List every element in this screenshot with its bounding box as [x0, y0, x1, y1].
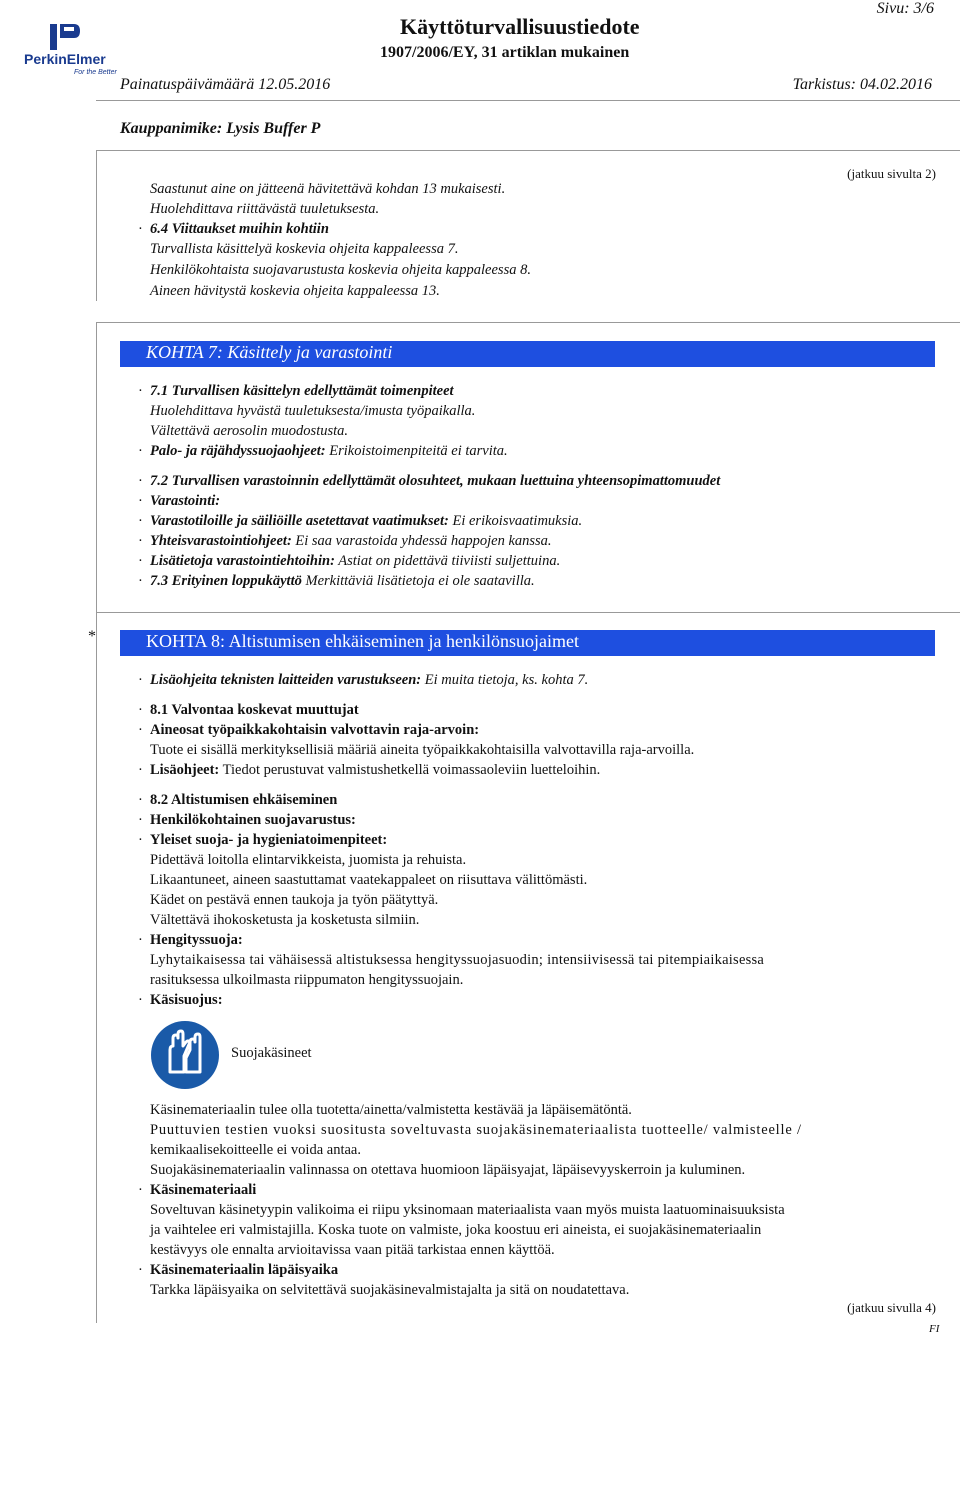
trade-name: Kauppanimike: Lysis Buffer P	[120, 120, 321, 137]
perkinelmer-logo	[22, 20, 132, 76]
document-subtitle: 1907/2006/EY, 31 artiklan mukainen	[380, 44, 630, 61]
technical-equipment: Lisäohjeita teknisten laitteiden varustukseen: Ei muita tietoja, ks. kohta 7.	[150, 672, 589, 688]
subsection-heading: 6.4 Viittaukset muihin kohtiin	[150, 221, 329, 237]
text-line: Puuttuvien testien vuoksi suositusta soveltuvasta suojakäsinemateriaalista tuotteelle/ valmisteelle /	[150, 1122, 802, 1138]
specific-end-use: 7.3 Erityinen loppukäyttö Merkittäviä lisätietoja ei ole saatavilla.	[150, 573, 535, 589]
text-line: Lyhytaikaisessa tai vähäisessä altistuksessa hengityssuojasuodin; intensiivisessä tai pitempiaikaisessa	[150, 952, 765, 968]
revision-marker: *	[88, 628, 96, 645]
joint-storage: Yhteisvarastointiohjeet: Ei saa varastoida yhdessä happojen kanssa.	[150, 533, 552, 549]
document-title: Käyttöturvallisuustiedote	[400, 14, 640, 39]
section-7-title: KOHTA 7: Käsittely ja varastointi	[146, 342, 393, 362]
text-line: rasituksessa ulkoilmasta riippumaton hengityssuojain.	[150, 972, 464, 988]
revision-date: Tarkistus: 04.02.2016	[792, 76, 932, 93]
print-date: Painatuspäivämäärä 12.05.2016	[120, 76, 331, 93]
storage-label: Varastointi:	[150, 493, 221, 509]
section-8-header	[120, 630, 935, 656]
text-line: Suojakäsinemateriaalin valinnassa on otettava huomioon läpäisyajat, läpäisevyyskerroin ja kuluminen.	[150, 1162, 746, 1178]
limit-values-label: Aineosat työpaikkakohtaisin valvottavin raja-arvoin:	[150, 722, 480, 738]
penetration-time-label: Käsinemateriaalin läpäisyaika	[150, 1262, 339, 1278]
subsection-7-1: 7.1 Turvallisen käsittelyn edellyttämät toimenpiteet	[150, 383, 454, 399]
ppe-label: Henkilökohtainen suojavarustus:	[150, 812, 356, 828]
hygiene-label: Yleiset suoja- ja hygieniatoimenpiteet:	[150, 832, 388, 848]
additional-info: Lisäohjeet: Tiedot perustuvat valmistushetkellä voimassaoleviin luetteloihin.	[150, 762, 601, 778]
text-line: Käsinemateriaalin tulee olla tuotetta/ainetta/valmistetta kestävää ja läpäisemätöntä.	[150, 1102, 632, 1118]
text-line: Huolehdittava riittävästä tuuletuksesta.	[150, 201, 380, 217]
section-8-title: KOHTA 8: Altistumisen ehkäiseminen ja henkilönsuojaimet	[146, 631, 580, 651]
text-line: Huolehdittava hyvästä tuuletuksesta/imusta työpaikalla.	[150, 403, 476, 419]
subsection-7-2: 7.2 Turvallisen varastoinnin edellyttämät olosuhteet, mukaan luettuina yhteensopimattomuudet	[150, 473, 721, 489]
respiratory-label: Hengityssuoja:	[150, 932, 243, 948]
text-line: Pidettävä loitolla elintarvikkeista, juomista ja rehuista.	[150, 852, 467, 868]
text-line: Vältettävä aerosolin muodostusta.	[150, 423, 349, 439]
logo-tagline: For the Better	[74, 69, 117, 76]
text-line: Likaantuneet, aineen saastuttamat vaatekappaleet on riisuttava välittömästi.	[150, 872, 588, 888]
page-number: Sivu: 3/6	[876, 0, 934, 17]
text-line: kemikaalisekoitteelle ei voida antaa.	[150, 1142, 361, 1158]
text-line: Vältettävä ihokosketusta ja kosketusta silmiin.	[150, 912, 420, 928]
text-line: Tarkka läpäisyaika on selvitettävä suojakäsinevalmistajalta ja sitä on noudatettava.	[150, 1282, 630, 1298]
gloves-caption: Suojakäsineet	[231, 1045, 312, 1061]
text-line: Aineen hävitystä koskevia ohjeita kappaleessa 13.	[150, 283, 440, 299]
text-line: Henkilökohtaista suojavarustusta koskevia ohjeita kappaleessa 8.	[150, 262, 531, 278]
text-line: Kädet on pestävä ennen taukoja ja työn päätyttyä.	[150, 892, 439, 908]
storage-requirements: Varastotiloille ja säiliöille asetettavat vaatimukset: Ei erikoisvaatimuksia.	[150, 513, 583, 529]
text-line: Turvallista käsittelyä koskevia ohjeita kappaleessa 7.	[150, 241, 459, 257]
continued-to: (jatkuu sivulla 4)	[847, 1300, 936, 1315]
text-line: Tuote ei sisällä merkityksellisiä määriä aineita työpaikkakohtaisilla valvottavilla raja-arvoilla.	[150, 742, 695, 758]
header-divider	[96, 100, 960, 101]
hand-protection-label: Käsisuojus:	[150, 992, 223, 1008]
section-7-header	[120, 341, 935, 367]
text-line: Soveltuvan käsinetyypin valikoima ei riipu yksinomaan materiaalista vaan myös muista laatuominaisuuksista	[150, 1202, 785, 1218]
fire-protection: Palo- ja räjähdyssuojaohjeet: Erikoistoimenpiteitä ei tarvita.	[150, 443, 508, 459]
gloves-icon	[150, 1020, 220, 1090]
language-code: FI	[929, 1323, 940, 1335]
storage-extra: Lisätietoja varastointiehtoihin: Astiat on pidettävä tiiviisti suljettuina.	[150, 553, 561, 569]
text-line: Saastunut aine on jätteenä hävitettävä kohdan 13 mukaisesti.	[150, 181, 506, 197]
logo-brand: PerkinElmer	[24, 51, 106, 67]
glove-material-label: Käsinemateriaali	[150, 1182, 257, 1198]
text-line: kestävyys ole ennalta arvioitavissa vaan pitää tarkistaa ennen käyttöä.	[150, 1242, 555, 1258]
subsection-8-1: 8.1 Valvontaa koskevat muuttujat	[150, 702, 359, 718]
subsection-8-2: 8.2 Altistumisen ehkäiseminen	[150, 792, 338, 808]
text-line: ja vaihtelee eri valmistajilla. Koska tuote on valmiste, joka koostuu eri aineista, ei suojakäsinemateriaalin	[150, 1222, 762, 1238]
continued-from: (jatkuu sivulta 2)	[847, 166, 936, 181]
